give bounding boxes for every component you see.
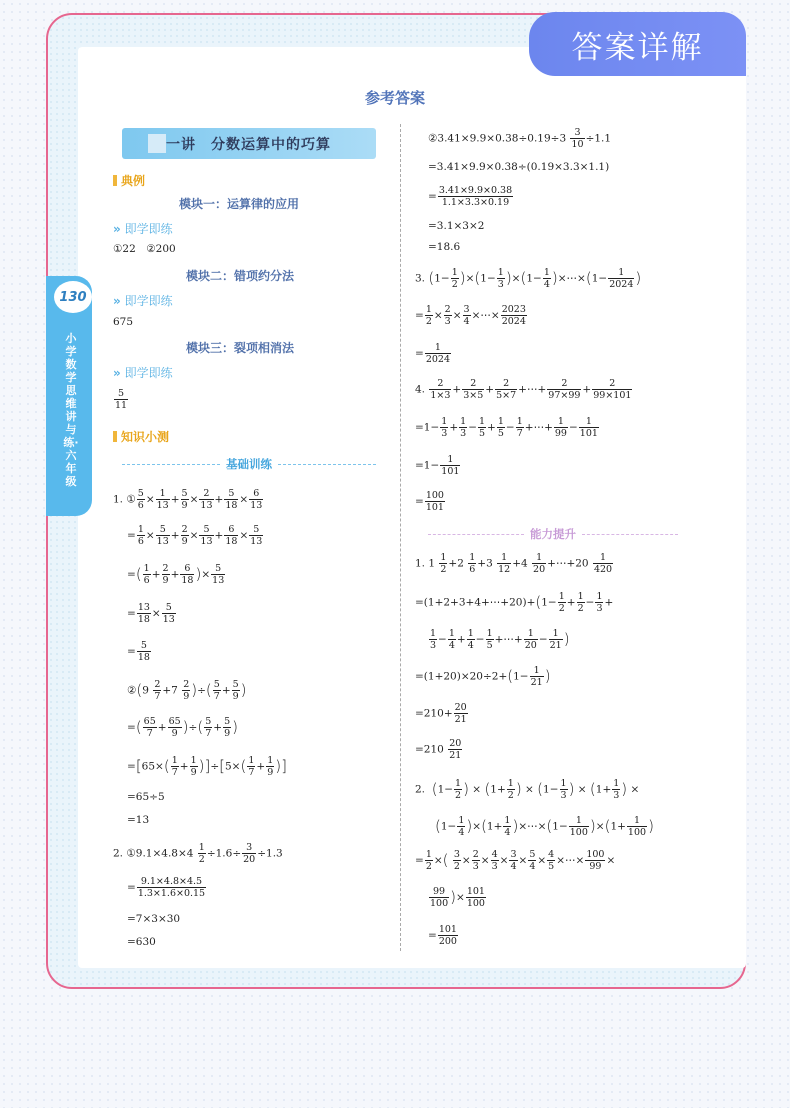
math-line: = $\frac{9.1\times 4.8\times 4.5}{1.3\times 1.6\times 0.15}$ [127, 876, 206, 899]
math-line: =1− $\frac{1}{101}$ [415, 454, 460, 477]
math-line: ②3.41×9.9×0.38÷0.19÷3 $\frac{3}{10}$ ÷1.1 [428, 127, 612, 150]
math-line: =3.1×3×2 [428, 220, 485, 232]
math-line: = $\frac{101}{200}$ [428, 924, 457, 947]
answer-module-3: $\frac{5}{11}$ [115, 388, 128, 411]
page-title: 参考答案 [364, 89, 425, 107]
practice-label [113, 292, 173, 309]
math-line: = $\frac{5}{18}$ [127, 640, 150, 663]
math-line: =210+ $\frac{20}{21}$ [415, 702, 467, 725]
math-line: ②(9 $\frac{2}{7}$ +7 $\frac{2}{9}$ )÷( $\frac{5}{7}$ + $\frac{5}{9}$ ) [127, 679, 247, 702]
answer-module-2: 675 [113, 316, 134, 328]
math-line: = $\frac{3.41\times 9.9\times 0.38}{1.1\times 3.3\times 0.19}$ [428, 185, 513, 208]
math-line: 4. $\frac{2}{1\times 3}$ + $\frac{2}{3\times 5}$ + $\frac{2}{5\times 7}$ +⋯+ $\frac{2}{97\times 99}$ + $\frac{2}{99\times 101}$ [415, 378, 632, 401]
book-title: 小学数学思维讲与练·六年级 [63, 332, 79, 488]
math-line: $\frac{1}{3}$ − $\frac{1}{4}$ + $\frac{1}{4}$ − $\frac{1}{5}$ +⋯+ $\frac{1}{20}$ − $\frac{1}{21}$ ) [430, 628, 570, 651]
math-line: =( $\frac{65}{7}$ + $\frac{65}{9}$ )÷( $\frac{5}{7}$ + $\frac{5}{9}$ ) [127, 716, 238, 739]
math-line: = $\frac{1}{2}$ × $\frac{2}{3}$ × $\frac{3}{4}$ ×⋯× $\frac{2023}{2024}$ [415, 304, 526, 327]
math-line: =18.6 [428, 241, 461, 253]
math-line: 2. ①9.1×4.8×4 $\frac{1}{2}$ ÷1.6÷ $\frac{3}{20}$ ÷1.3 [113, 842, 283, 865]
math-line: = $\frac{1}{2}$ ×( $\frac{3}{2}$ × $\frac{2}{3}$ × $\frac{4}{3}$ × $\frac{3}{4}$ × $\frac{5}{4}$ × $\frac{4}{5}$ ×⋯× $\frac{100}{99}$ × [415, 849, 616, 872]
math-line: 2. (1− $\frac{1}{2}$ ) × (1+ $\frac{1}{2}$ ) × (1− $\frac{1}{3}$ ) × (1+ $\frac{1}{3}$ ) × [415, 778, 640, 801]
math-line: =( $\frac{1}{6}$ + $\frac{2}{9}$ + $\frac{6}{18}$ )× $\frac{5}{13}$ [127, 563, 225, 586]
chevron-right-icon: » [113, 366, 121, 380]
section-label: 知识小测 [121, 430, 170, 444]
section-quiz [113, 428, 169, 445]
answer-module-1: ①22 ②200 [113, 243, 176, 255]
chapter-title: 一讲 分数运算中的巧算 [166, 136, 331, 153]
page-number: 130 [54, 281, 92, 313]
bar-icon [113, 431, 117, 442]
bar-icon [113, 175, 117, 186]
math-line: =1− $\frac{1}{3}$ + $\frac{1}{3}$ − $\frac{1}{5}$ + $\frac{1}{5}$ − $\frac{1}{7}$ +⋯+ $\frac{1}{99}$ − $\frac{1}{101}$ [415, 416, 598, 439]
math-line: =[65×( $\frac{1}{7}$ + $\frac{1}{9}$ )]÷[5×( $\frac{1}{7}$ + $\frac{1}{9}$ )] [127, 755, 287, 778]
math-line: =(1+2+3+4+⋯+20)+(1− $\frac{1}{2}$ + $\frac{1}{2}$ − $\frac{1}{3}$ + [415, 591, 614, 614]
subsection-label: 基础训练 [226, 457, 272, 471]
math-line: =630 [127, 936, 156, 948]
practice-text: 即学即练 [124, 294, 173, 308]
math-line: =(1+20)×20÷2+(1− $\frac{1}{21}$ ) [415, 665, 551, 688]
module-1-title: 模块一：运算律的应用 [179, 197, 300, 211]
practice-text: 即学即练 [124, 366, 173, 380]
column-divider [400, 124, 401, 951]
math-line: =7×3×30 [127, 913, 181, 925]
math-line: $\frac{99}{100}$ )× $\frac{101}{100}$ [430, 886, 485, 909]
module-3-title: 模块三：裂项相消法 [186, 341, 295, 355]
math-line: = $\frac{100}{101}$ [415, 490, 444, 513]
chevron-right-icon: » [113, 294, 121, 308]
section-label: 典例 [121, 174, 146, 188]
math-line: = $\frac{13}{18}$ × $\frac{5}{13}$ [127, 602, 175, 625]
math-line: 1. ① $\frac{5}{6}$ × $\frac{1}{13}$ + $\frac{5}{9}$ × $\frac{2}{13}$ + $\frac{5}{18}$ × $\frac{6}{13}$ [113, 488, 263, 511]
chevron-right-icon: » [113, 222, 121, 236]
answer-detail-tag: 答案详解 [529, 12, 746, 76]
subsection-ability [428, 526, 678, 542]
practice-label [113, 364, 173, 381]
section-examples [113, 172, 145, 189]
math-line: =3.41×9.9×0.38÷(0.19×3.3×1.1) [428, 161, 610, 173]
math-line: (1− $\frac{1}{4}$ )×(1+ $\frac{1}{4}$ )×⋯×(1− $\frac{1}{100}$ )×(1+ $\frac{1}{100}$ ) [435, 815, 654, 838]
chapter-number-box [148, 134, 166, 153]
subsection-label: 能力提升 [530, 527, 576, 541]
math-line: =13 [127, 814, 150, 826]
math-line: 1. 1 $\frac{1}{2}$ +2 $\frac{1}{6}$ +3 $\frac{1}{12}$ +4 $\frac{1}{20}$ +⋯+20 $\frac{1}{420}$ [415, 552, 613, 575]
subsection-basic [122, 456, 376, 472]
practice-label [113, 220, 173, 237]
math-line: = $\frac{1}{6}$ × $\frac{5}{13}$ + $\frac{2}{9}$ × $\frac{5}{13}$ + $\frac{6}{18}$ × $\frac{5}{13}$ [127, 524, 263, 547]
module-2-title: 模块二：错项约分法 [186, 269, 295, 283]
math-line: 3. (1− $\frac{1}{2}$ )×(1− $\frac{1}{3}$ )×(1− $\frac{1}{4}$ )×⋯×(1− $\frac{1}{2024}$ ) [415, 267, 642, 290]
math-line: = $\frac{1}{2024}$ [415, 342, 450, 365]
practice-text: 即学即练 [124, 222, 173, 236]
math-line: =65÷5 [127, 791, 165, 803]
math-line: =210 $\frac{20}{21}$ [415, 738, 462, 761]
